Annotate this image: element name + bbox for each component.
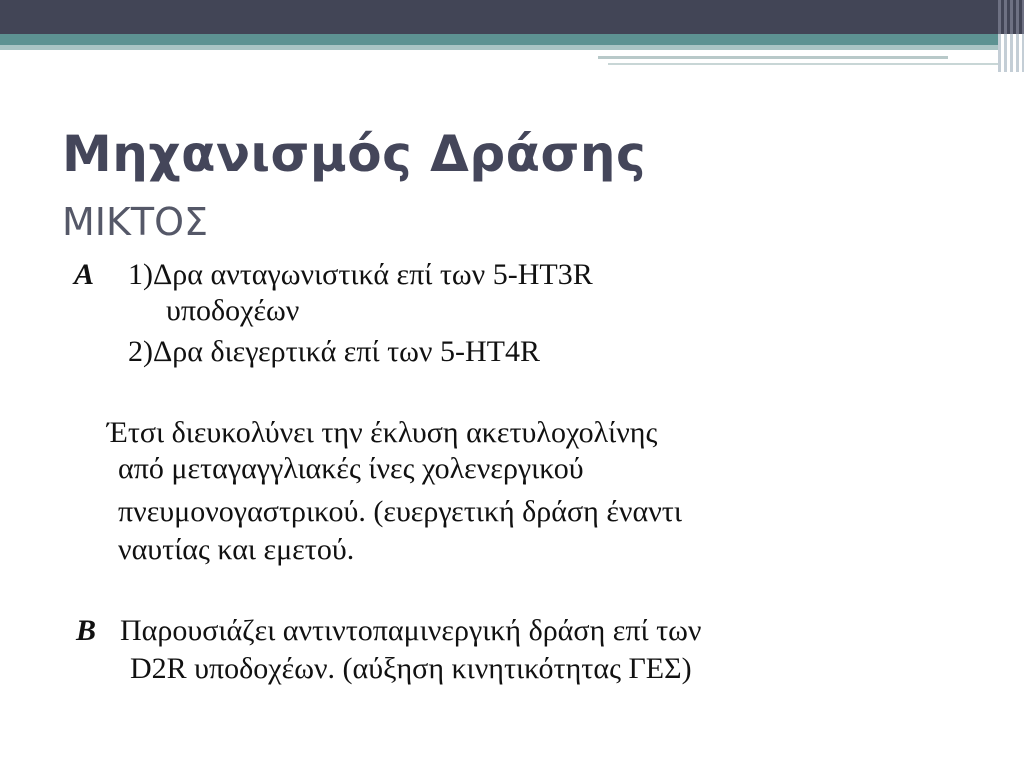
section-a-label: Α — [74, 258, 95, 291]
section-a-item-1-continuation: υποδοχέων — [166, 294, 300, 327]
header-accent-bar — [0, 34, 1000, 45]
header-accent-bar-light — [0, 45, 1000, 50]
paragraph-line: ναυτίας και εμετού. — [118, 533, 355, 566]
section-b-label: Β — [76, 614, 97, 647]
slide-title: Μηχανισμός Δράσης — [62, 125, 647, 183]
section-a-item-2: 2)Δρα διεγερτικά επί των 5-ΗΤ4R — [128, 335, 540, 368]
slide-subtitle: ΜΙΚΤΟΣ — [62, 200, 209, 244]
paragraph-line: από μεταγαγγλιακές ίνες χολενεργικού — [118, 452, 584, 485]
section-b-line: Παρουσιάζει αντιντοπαμινεργική δράση επί των — [120, 614, 702, 647]
decorative-stripes-dark — [998, 0, 1024, 34]
header-band — [0, 0, 1024, 34]
section-b-line: D2R υποδοχέων. (αύξηση κινητικότητας ΓΕΣ) — [130, 652, 692, 685]
paragraph-line: Έτσι διευκολύνει την έκλυση ακετυλοχολίνης — [107, 416, 658, 449]
decorative-rule — [598, 56, 948, 59]
decorative-rule — [608, 63, 1003, 65]
section-a-item-1: 1)Δρα ανταγωνιστικά επί των 5-ΗΤ3R — [128, 258, 593, 291]
paragraph-line: πνευμονογαστρικού. (ευεργετική δράση έναντι — [118, 495, 682, 528]
